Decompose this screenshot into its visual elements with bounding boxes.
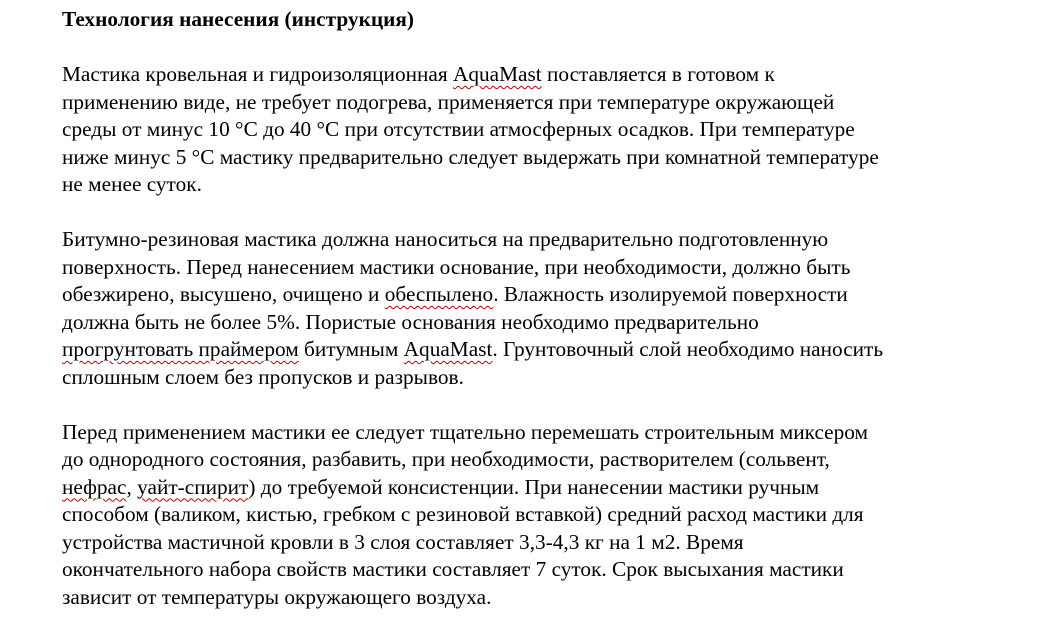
spellcheck-word: нефрас xyxy=(62,474,127,499)
paragraph-2 xyxy=(62,226,1032,391)
text-line: нефрас, уайт-спирит) до требуемой консистенции. При нанесении мастики ручным xyxy=(62,474,820,499)
text-line: Битумно-резиновая мастика должна наноситься на предварительно подготовленную xyxy=(62,227,829,251)
document-page xyxy=(62,6,1032,639)
text-line: прогрунтовать праймером битумным AquaMast. Грунтовочный слой необходимо наносить xyxy=(62,337,884,361)
text-line: сплошным слоем без пропусков и разрывов. xyxy=(62,364,464,389)
text-line: не менее суток. xyxy=(62,172,202,196)
spellcheck-word: прогрунтовать праймером xyxy=(62,337,299,361)
text-line: среды от минус 10 °С до 40 °С при отсутствии атмосферных осадков. При температуре xyxy=(62,117,855,141)
text-line: применению виде, не требует подогрева, применяется при температуре окружающей xyxy=(62,89,835,114)
text-line: ниже минус 5 °С мастику предварительно следует выдержать при комнатной температуре xyxy=(62,144,879,169)
text-line: устройства мастичной кровли в 3 слоя составляет 3,3-4,3 кг на 1 м2. Время xyxy=(62,529,744,554)
text-line: Мастика кровельная и гидроизоляционная AquaMast поставляется в готовом к xyxy=(62,62,775,86)
text-line: до однородного состояния, разбавить, при необходимости, растворителем (сольвент, xyxy=(62,447,830,471)
text-line: поверхность. Перед нанесением мастики основание, при необходимости, должно быть xyxy=(62,254,851,279)
spellcheck-word: уайт-спирит xyxy=(137,474,249,499)
paragraph-3 xyxy=(62,419,1032,612)
spellcheck-word: обеспылено xyxy=(384,282,494,306)
text-line: обезжирено, высушено, очищено и обеспылено. Влажность изолируемой поверхности xyxy=(62,282,848,306)
text-line: зависит от температуры окружающего воздуха. xyxy=(62,584,492,609)
text-line: Перед применением мастики ее следует тщательно перемешать строительным миксером xyxy=(62,419,869,444)
spellcheck-word: AquaMast xyxy=(403,337,493,361)
text-line: окончательного набора свойств мастики составляет 7 суток. Срок высыхания мастики xyxy=(62,557,844,581)
spellcheck-word: AquaMast xyxy=(452,62,542,86)
paragraph-1 xyxy=(62,61,1032,199)
text-line: должна быть не более 5%. Пористые основания необходимо предварительно xyxy=(62,309,759,334)
document-title: Технология нанесения (инструкция) xyxy=(62,7,414,31)
text-line: способом (валиком, кистью, гребком с резиновой вставкой) средний расход мастики для xyxy=(62,502,864,526)
